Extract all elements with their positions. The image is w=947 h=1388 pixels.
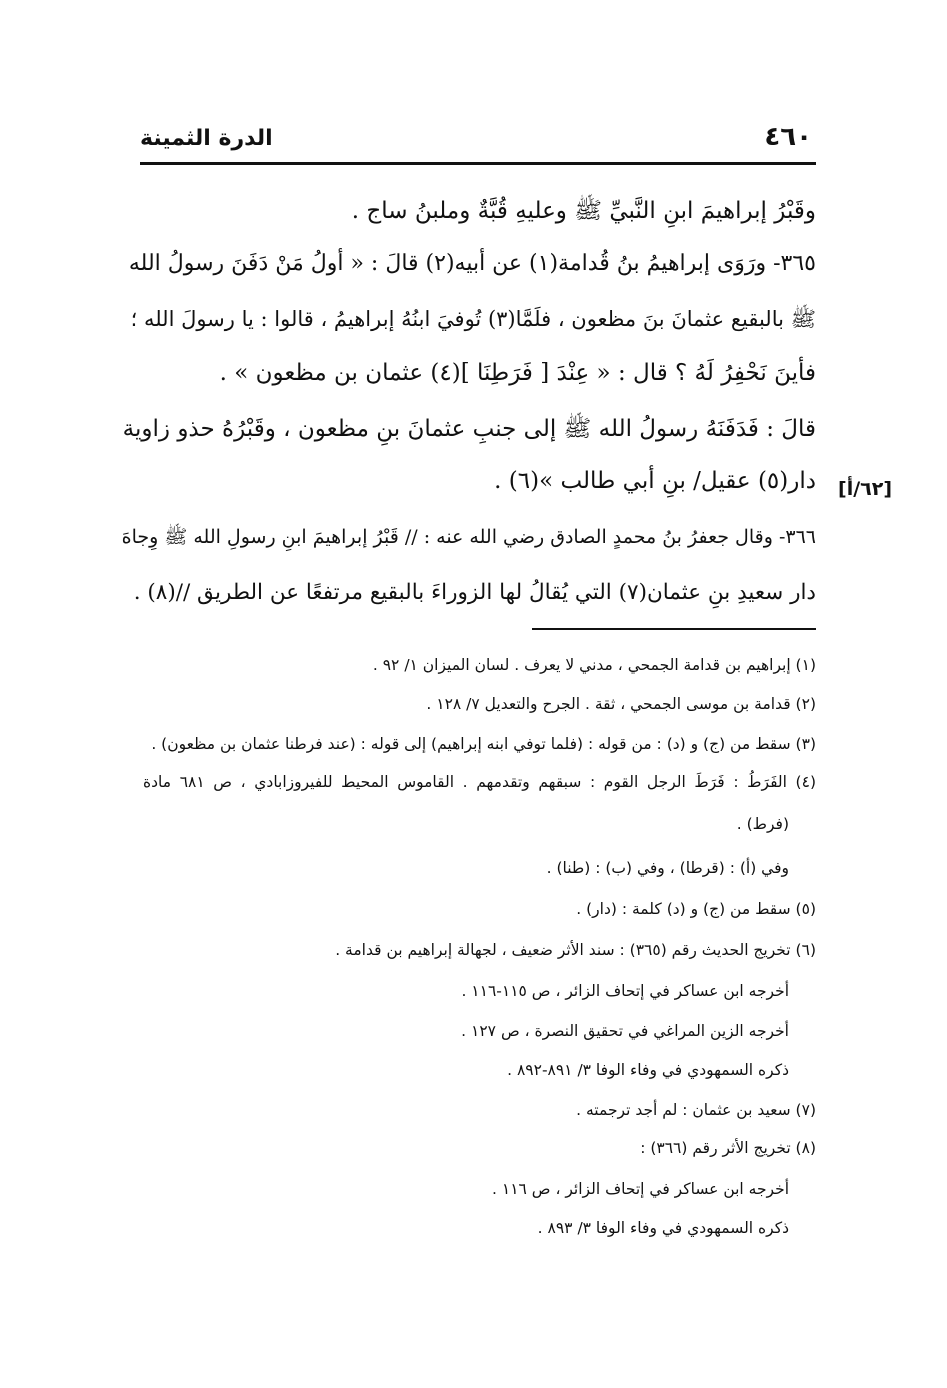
footnote-1: (١) إبراهيم بن قدامة الجمحي ، مدني لا يعرف . لسان الميزان ١/ ٩٢ . <box>372 656 816 674</box>
page-number: ٤٦٠ <box>764 122 812 152</box>
footnote-3: (٣) سقط من (ج) و (د) : من قوله : (فلما توفي ابنه إبراهيم) إلى قوله : (عند فرطنا عثمان بن مظعون) . <box>151 735 816 753</box>
body-line-1: وقَبْرُ إبراهيمَ ابنِ النَّبيِّ ﷺ وعليهِ قُبَّةٌ وملبنُ ساج . <box>351 198 816 224</box>
footnote-8: (٨) تخريج الأثر رقم (٣٦٦) : <box>640 1139 816 1157</box>
footnote-4: (٤) الفَرَطُ : فَرَطَ الرجل القوم : سبقهم وتقدمهم . القاموس المحيط للفيروزابادي ، ص ٦٨١ مادة <box>143 773 816 791</box>
footnote-5: (٥) سقط من (ج) و (د) كلمة : (دار) . <box>576 900 816 918</box>
footnote-6-source-3: ذكره السمهودي في وفاء الوفا ٣/ ٨٩١-٨٩٢ . <box>507 1061 789 1079</box>
margin-folio-note: [٦٢/أ] <box>838 478 893 500</box>
body-line-2: ٣٦٥- ورَوَى إبراهيمُ بنُ قُدامة(١) عن أبيه(٢) قالَ : « أولُ مَنْ دَفَنَ رسولُ الله <box>128 251 816 276</box>
body-line-3: ﷺ بالبقيع عثمانَ بنَ مظعون ، فلَمَّا(٣) تُوفيَ ابنُهُ إبراهيمُ ، قالوا : يا رسولَ الله ؛ <box>130 307 816 331</box>
footnote-2: (٢) قدامة بن موسى الجمحي ، ثقة . الجرح والتعديل ٧/ ١٢٨ . <box>426 695 816 713</box>
footnote-4-cont: (فرط) . <box>736 815 789 833</box>
footnote-6-source-2: أخرجه الزين المراغي في تحقيق النصرة ، ص ١٢٧ . <box>461 1022 789 1040</box>
footnote-6-source-1: أخرجه ابن عساكر في إتحاف الزائر ، ص ١١٥-١١٦ . <box>461 982 789 1000</box>
footnote-8-source-1: أخرجه ابن عساكر في إتحاف الزائر ، ص ١١٦ . <box>492 1180 789 1198</box>
body-line-4: فأينَ نَحْفِرُ لَهُ ؟ قال : « عِنْدَ [ فَرَطِنَا ](٤) عثمان بن مظعون » . <box>219 360 816 386</box>
body-line-5: قالَ : فَدَفَنَهُ رسولُ الله ﷺ إلى جنبِ عثمانَ بنِ مظعون ، وقَبْرُهُ حذو زاوية <box>122 416 816 442</box>
footnote-7: (٧) سعيد بن عثمان : لم أجد ترجمته . <box>576 1101 816 1119</box>
footnote-6: (٦) تخريج الحديث رقم (٣٦٥) : سند الأثر ضعيف ، لجهالة إبراهيم بن قدامة . <box>335 941 816 959</box>
footnote-separator <box>532 628 816 630</box>
book-title: الدرة الثمينة <box>140 126 273 151</box>
running-header <box>140 118 816 165</box>
footnote-8-source-2: ذكره السمهودي في وفاء الوفا ٣/ ٨٩٣ . <box>537 1219 789 1237</box>
body-line-6: دار(٥) عقيل/ بنِ أبي طالب »(٦) . <box>494 468 816 494</box>
body-line-8: دار سعيدِ بنِ عثمان(٧) التي يُقالُ لها الزوراءَ بالبقيع مرتفعًا عن الطريق //(٨) . <box>133 580 816 605</box>
footnote-4-variant: وفي (أ) : (قرطا) ، وفي (ب) : (طنا) . <box>546 859 789 877</box>
body-line-7: ٣٦٦- وقال جعفرُ بنُ محمدٍ الصادق رضي الله عنه : // قَبْرُ إبراهيمَ ابنِ رسولِ الله ﷺ وِجاهَ <box>121 526 816 548</box>
